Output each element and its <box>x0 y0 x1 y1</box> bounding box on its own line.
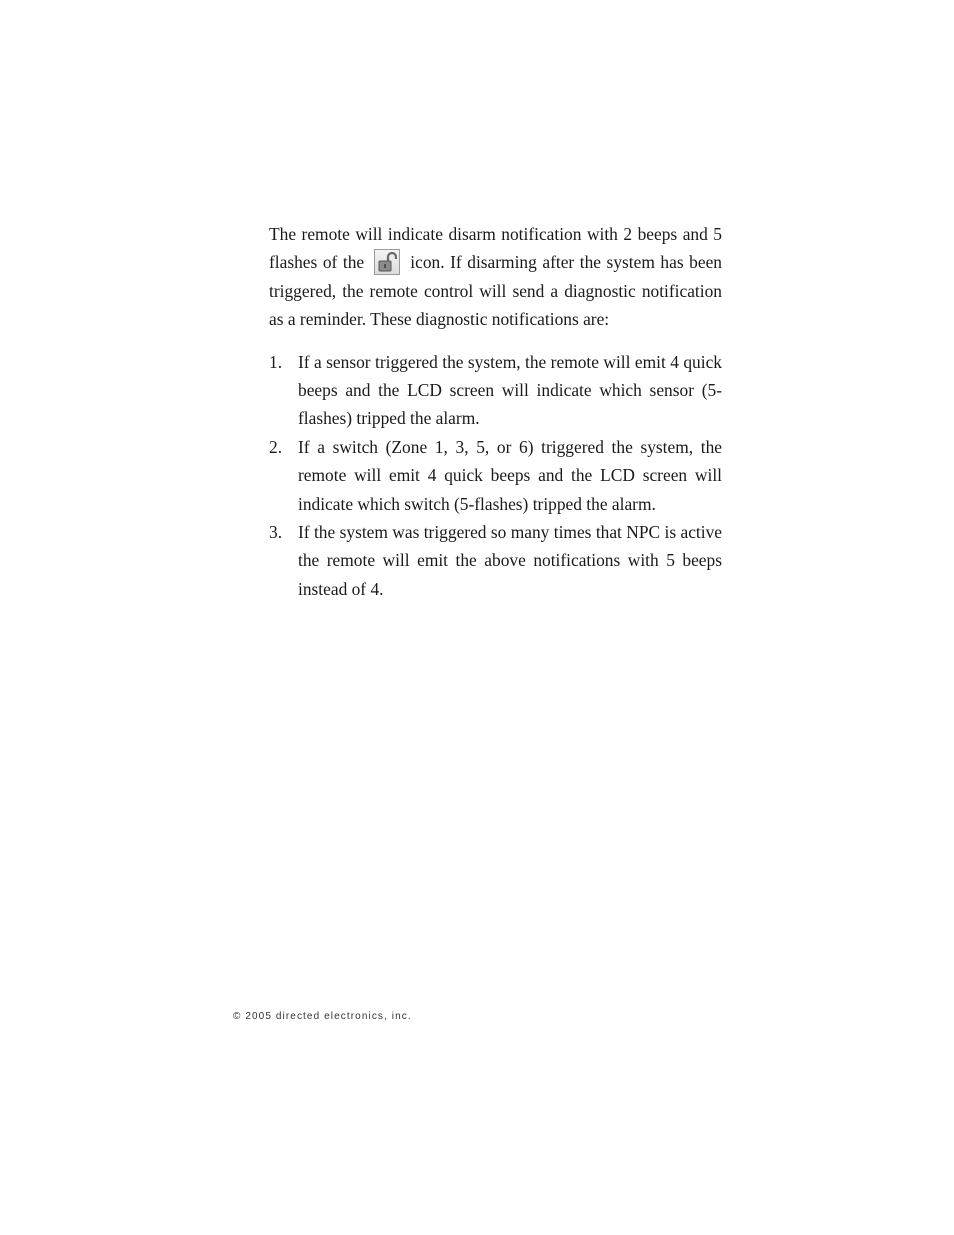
list-item <box>269 518 722 603</box>
list-item <box>269 433 722 518</box>
list-item-number: 1. <box>269 351 283 372</box>
intro-paragraph <box>269 220 722 334</box>
list-item-number: 2. <box>269 436 283 457</box>
list-item <box>269 348 722 433</box>
intro-text-after-icon: icon. If disarming after the system has been triggered, the remote control will send a diagnostic notification as a reminder. These diagnostic notifications are: <box>269 252 722 330</box>
list-item-number: 3. <box>269 522 283 543</box>
list-item-text: If a sensor triggered the system, the remote will emit 4 quick beeps and the LCD screen will indicate which sensor (5-flashes) tripped the alarm. <box>298 351 722 429</box>
diagnostic-notifications-list <box>269 348 722 604</box>
list-item-text: If the system was triggered so many times that NPC is active the remote will emit the above notifications with 5 beeps instead of 4. <box>298 522 722 599</box>
unlock-icon <box>374 249 400 275</box>
copyright-footer: © 2005 directed electronics, inc. <box>233 1011 412 1022</box>
page-content <box>269 220 722 603</box>
list-item-text: If a switch (Zone 1, 3, 5, or 6) triggered the system, the remote will emit 4 quick beeps and the LCD screen will indicate which switch (5-flashes) tripped the alarm. <box>298 436 722 514</box>
intro-text-before-icon: The remote will indicate disarm notification with 2 beeps and 5 flashes of the <box>269 224 722 273</box>
